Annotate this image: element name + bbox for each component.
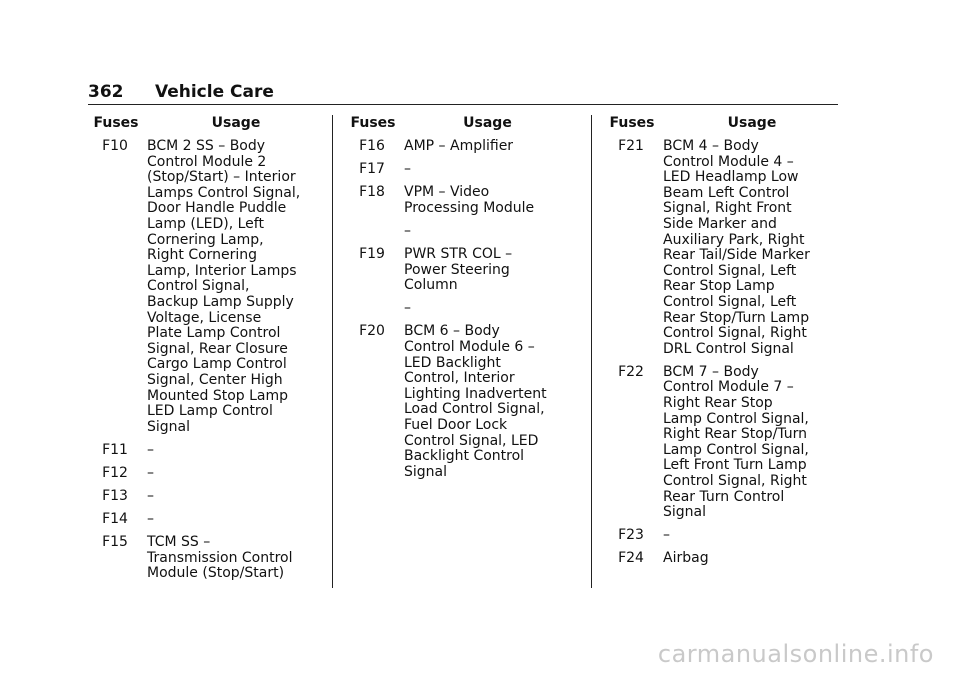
fuse-id: F14	[102, 511, 128, 528]
fuse-id: F19	[359, 245, 385, 262]
fuse-id: F20	[359, 323, 385, 340]
fuse-id: F15	[102, 534, 128, 551]
fuse-id	[345, 301, 399, 317]
fuse-usage: PWR STR COL – Power Steering Column	[404, 245, 513, 294]
column-divider	[591, 115, 592, 588]
table-row	[88, 489, 324, 505]
fuse-usage: –	[663, 527, 670, 544]
table-row	[345, 324, 570, 480]
watermark: carmanualsonline.info	[657, 640, 934, 668]
table-header	[345, 115, 570, 139]
fuse-table-column	[345, 115, 570, 488]
fuse-id: F11	[102, 441, 128, 458]
fuse-table-column	[88, 115, 324, 589]
header-usage: Usage	[463, 115, 512, 131]
fuse-id: F17	[359, 161, 385, 178]
fuse-usage: –	[147, 441, 154, 458]
fuse-id: F18	[359, 184, 385, 201]
header-fuses: Fuses	[609, 115, 655, 131]
table-row	[604, 139, 840, 357]
fuse-id: F10	[102, 138, 128, 154]
table-row	[345, 185, 570, 216]
table-row	[88, 466, 324, 482]
fuse-usage: –	[147, 511, 154, 528]
table-row	[345, 162, 570, 178]
fuse-usage: BCM 4 – Body Control Module 4 – LED Headlamp Low Beam Left Control Signal, Right Front Side Marker and Auxiliary Park, Right Rear Tail/Side Marker Control Signal, Left Rear Stop Lamp Control Signal, Left Rear Stop/Turn Lamp Control Signal, Right DRL Control Signal	[663, 138, 810, 357]
fuse-usage: AMP – Amplifier	[404, 138, 514, 154]
table-row	[604, 551, 840, 567]
table-row	[345, 139, 570, 155]
table-row	[345, 224, 570, 240]
table-row	[604, 365, 840, 521]
fuse-usage: VPM – Video Processing Module	[404, 184, 535, 216]
column-divider	[332, 115, 333, 588]
table-header	[88, 115, 324, 139]
fuse-usage: –	[147, 464, 154, 481]
fuse-id: F23	[618, 527, 644, 544]
table-row	[604, 528, 840, 544]
fuse-id: F21	[618, 138, 644, 154]
fuse-usage: –	[404, 161, 411, 178]
fuse-usage: –	[404, 222, 411, 239]
table-row	[345, 247, 570, 294]
page-number: 362	[88, 82, 124, 102]
fuse-usage: BCM 2 SS – Body Control Module 2 (Stop/Start) – Interior Lamps Control Signal, Door Handle Puddle Lamp (LED), Left Cornering Lamp, Right Cornering Lamp, Interior Lamps Control Signal, Backup Lamp Supply Voltage, License Plate Lamp Control Signal, Rear Closure Cargo Lamp Control Signal, Center High Mounted Stop Lamp LED Lamp Control Signal	[147, 138, 301, 435]
fuse-id: F13	[102, 487, 128, 504]
table-header	[604, 115, 840, 139]
fuse-usage: BCM 6 – Body Control Module 6 – LED Backlight Control, Interior Lighting Inadvertent Load Control Signal, Fuel Door Lock Control Signal, LED Backlight Control Signal	[404, 323, 547, 480]
page-header	[88, 82, 838, 105]
fuse-usage: –	[147, 487, 154, 504]
fuse-usage: Airbag	[663, 550, 709, 567]
table-row	[345, 301, 570, 317]
fuse-id: F12	[102, 464, 128, 481]
header-fuses: Fuses	[93, 115, 139, 131]
header-fuses: Fuses	[350, 115, 396, 131]
fuse-usage: BCM 7 – Body Control Module 7 – Right Rear Stop Lamp Control Signal, Right Rear Stop/Turn Lamp Control Signal, Left Front Turn Lamp Control Signal, Right Rear Turn Control Signal	[663, 363, 809, 521]
fuse-id: F22	[618, 363, 644, 380]
fuse-id: F16	[359, 138, 385, 154]
table-row	[88, 139, 324, 435]
table-row	[88, 512, 324, 528]
page-title: Vehicle Care	[155, 82, 274, 102]
fuse-usage: –	[404, 300, 411, 317]
fuse-table-column	[604, 115, 840, 574]
table-row	[88, 443, 324, 459]
fuse-id	[345, 224, 399, 240]
table-row	[88, 535, 324, 582]
header-usage: Usage	[211, 115, 261, 131]
header-usage: Usage	[727, 115, 777, 131]
fuse-usage: TCM SS – Transmission Control Module (Stop/Start)	[147, 534, 293, 582]
fuse-id: F24	[618, 550, 644, 567]
